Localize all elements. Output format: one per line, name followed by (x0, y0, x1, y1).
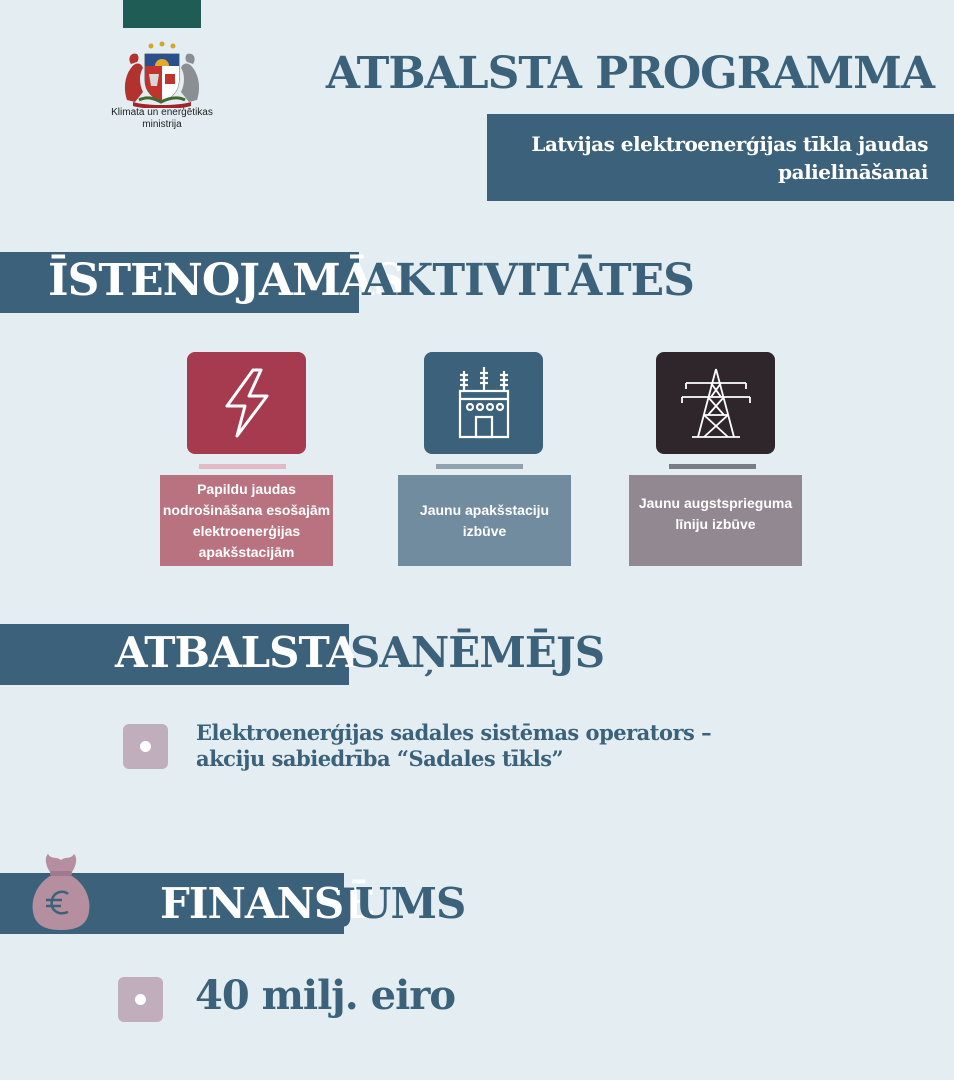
page-title: ATBALSTA PROGRAMMA (325, 48, 934, 99)
ministry-name-line2: ministrija (142, 119, 182, 130)
activity-icon-box-3 (656, 352, 775, 454)
lightning-icon (217, 366, 277, 440)
activity-1-line2: nodrošināšana esošajām (162, 501, 331, 518)
money-bag-euro-icon (28, 850, 94, 932)
funding-heading-part1: FINANSĒ (160, 879, 375, 928)
coat-of-arms-icon (121, 40, 203, 108)
activity-2-line2: izbūve (462, 522, 507, 539)
activity-1-line4: apakšstacijām (198, 543, 295, 560)
activity-divider-2 (436, 464, 523, 469)
top-accent-strip (123, 0, 201, 28)
activity-divider-1 (199, 464, 286, 469)
activity-1-line1: Papildu jaudas (197, 480, 296, 497)
recipient-line1: Elektroenerģijas sadales sistēmas operators – (196, 720, 712, 745)
activity-divider-3 (669, 464, 756, 469)
activity-label-box-1 (160, 475, 333, 566)
activity-label-box-3 (629, 475, 802, 566)
recipient-line2: akciju sabiedrība “Sadales tīkls” (196, 746, 564, 771)
funding-bullet (118, 977, 163, 1022)
power-tower-icon (678, 365, 754, 441)
recipient-heading-part2: SAŅĒMĒJS (350, 628, 605, 677)
funding-amount: 40 milj. eiro (195, 972, 456, 1019)
subtitle-line1: Latvijas elektroenerģijas tīkla jaudas (531, 132, 928, 156)
subtitle-line2: palielināšanai (778, 160, 928, 184)
recipient-heading-part1: ATBALSTA (115, 628, 359, 677)
recipient-text (196, 720, 756, 772)
activity-icon-box-2 (424, 352, 543, 454)
funding-heading-part2: JUMS (336, 879, 466, 928)
ministry-name-line1: Klimata un enerģētikas (111, 107, 213, 118)
activity-3-line1: Jaunu augstsprieguma (638, 494, 793, 511)
activities-heading-part2: AKTIVITĀTES (362, 255, 694, 306)
ministry-name (96, 107, 228, 131)
subtitle-box (487, 114, 954, 201)
activity-2-line1: Jaunu apakšstaciju (419, 501, 550, 518)
activity-3-line2: līniju izbūve (675, 515, 756, 532)
recipient-bullet (123, 724, 168, 769)
activities-heading-part1: ĪSTENOJAMĀS (48, 255, 404, 306)
substation-icon (454, 365, 514, 441)
activity-1-line3: elektroenerģijas (192, 522, 301, 539)
activity-label-box-2 (398, 475, 571, 566)
activity-icon-box-1 (187, 352, 306, 454)
